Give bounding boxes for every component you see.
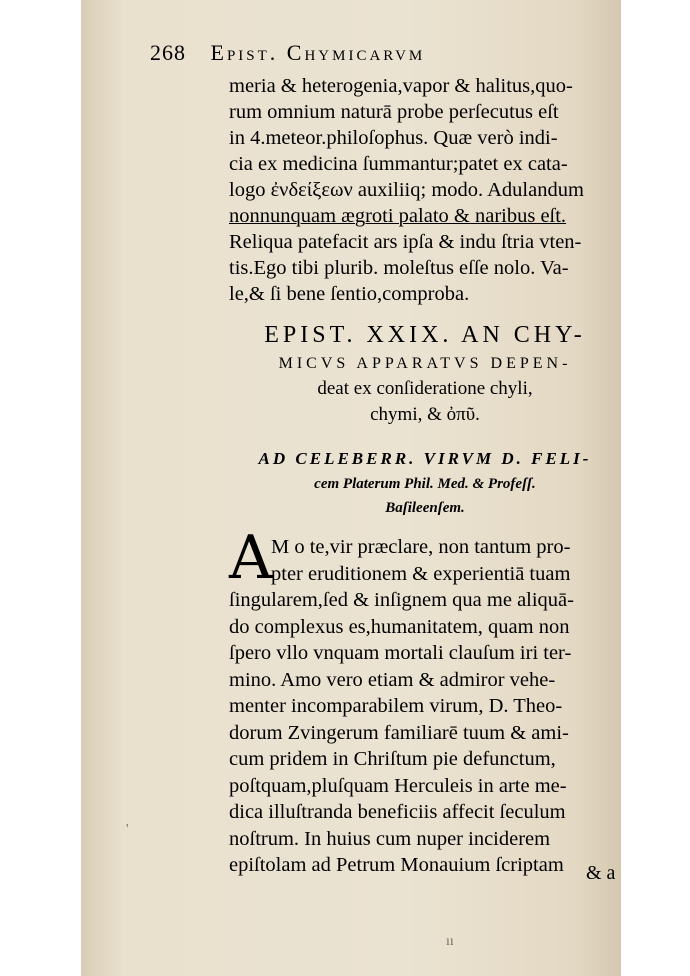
text-line: logo ἐνδείξεων auxiliiq; modo. Adulandum [229, 179, 584, 201]
text-line: mino. Amo vero etiam & admiror vehe- [229, 668, 556, 691]
running-header [150, 40, 570, 66]
running-title: Epist. Chymicarvm [210, 40, 426, 65]
epistle-heading [229, 318, 621, 428]
paragraph-continued [229, 73, 621, 307]
epistle-heading-line: EPIST. XXIX. AN CHY- [264, 322, 586, 348]
text-line: noſtrum. In huius cum nuper inciderem [229, 827, 551, 850]
text-line: rum omnium naturā probe perſecutus eſt [229, 101, 559, 123]
text-line: poſtquam,pluſquam Herculeis in arte me- [229, 774, 567, 797]
text-line: M o te,vir præclare, non tantum pro- [271, 536, 571, 558]
text-line: pter eruditionem & experientiā tuam [271, 562, 571, 585]
address-line: Baſileenſem. [385, 500, 465, 516]
text-line: tis.Ego tibi plurib. moleſtus eſſe nolo. Va- [229, 257, 569, 279]
text-line: cum pridem in Chriſtum pie defunctum, [229, 748, 556, 770]
epistle-heading-line: MICVS APPARATVS DEPEN- [278, 355, 572, 372]
address-line: AD CELEBERR. VIRVM D. FELI- [258, 449, 592, 468]
epistle-address [229, 446, 621, 520]
text-line: meria & heterogenia,vapor & halitus,quo- [229, 75, 573, 97]
text-line: ſpero vllo vnquam mortali clauſum iri ter- [229, 642, 572, 664]
address-line: cem Platerum Phil. Med. & Profeſſ. [314, 476, 536, 492]
text-line: dica illuſtranda beneficiis affecit ſeculum [229, 801, 566, 823]
text-line: le,& ſi bene ſentio,comproba. [229, 283, 470, 305]
epistle-heading-line: deat ex conſideratione chyli, [317, 378, 533, 399]
catchword: & a [586, 862, 616, 884]
text-line: menter incomparabilem virum, D. Theo- [229, 695, 563, 717]
page-number: 268 [150, 40, 186, 65]
epistle-heading-line: chymi, & ὀπῦ. [370, 404, 480, 425]
text-line: do complexus es,humanitatem, quam non [229, 615, 570, 638]
drop-capital: A [229, 523, 273, 593]
text-line: ſingularem,ſed & inſignem qua me aliquā- [229, 589, 574, 611]
text-line-underlined: nonnunquam ægroti palato & naribus eſt. [229, 205, 567, 227]
ink-speck: ' [126, 822, 129, 837]
text-line: cia ex medicina ſummantur;patet ex cata- [229, 153, 568, 175]
paragraph-letter [229, 534, 621, 879]
text-line: epiſtolam ad Petrum Monauium ſcriptam [229, 854, 564, 876]
text-line: dorum Zvingerum familiarē tuum & ami- [229, 721, 569, 744]
ink-speck: ıı [446, 934, 454, 949]
text-line: Reliqua patefacit ars ipſa & indu ſtria vten- [229, 231, 582, 253]
text-line: in 4.meteor.philoſophus. Quæ verò indi- [229, 127, 558, 149]
